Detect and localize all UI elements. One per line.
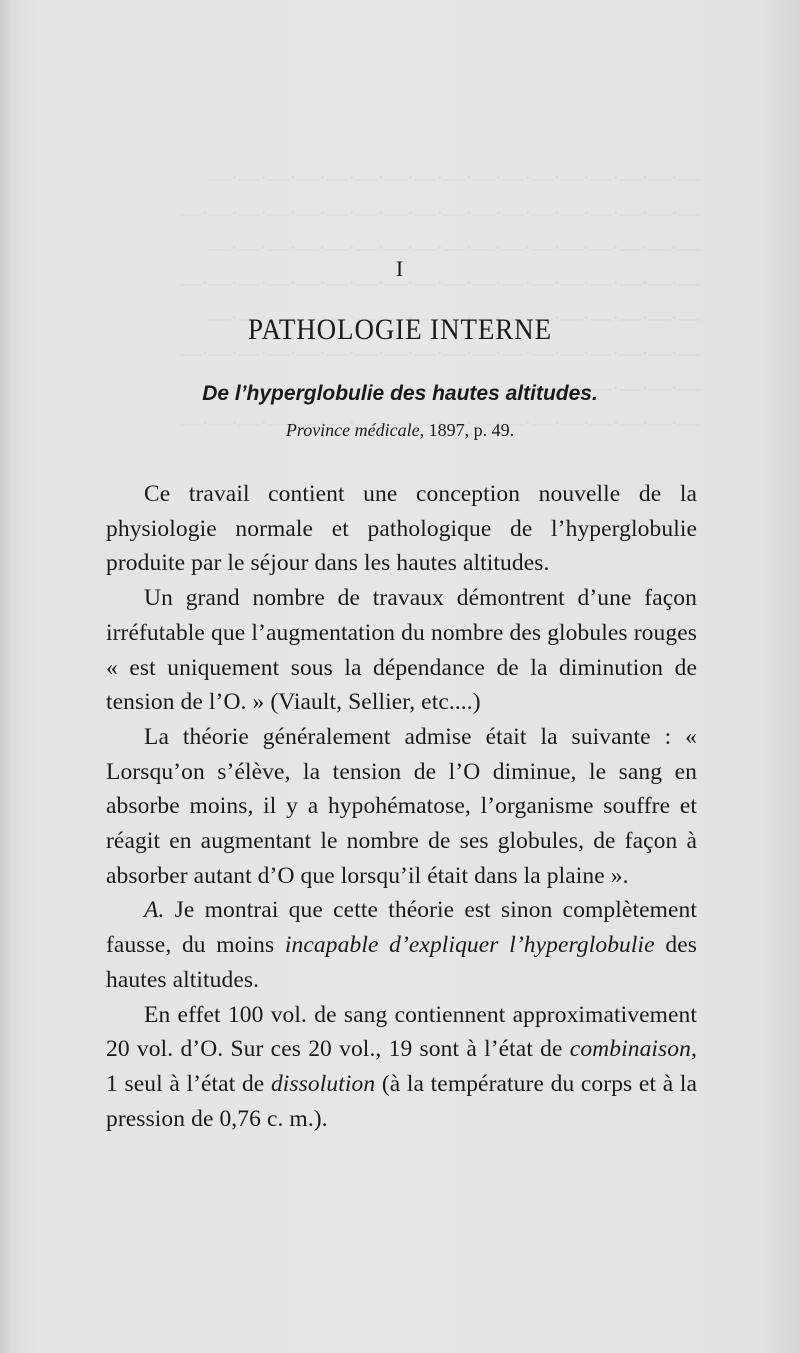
paragraph: Un grand nombre de travaux démontrent d’une façon irréfutable que l’augmentation du nombre des globules rouges « est uniquement sous la dépendance de la diminution de tension de l’O. » (Viault, Sellier, etc....) bbox=[106, 585, 697, 716]
paragraph-text: Je montrai que cette théorie est sinon complètement fausse, du moins bbox=[106, 897, 697, 959]
paragraph: La théorie généralement admise était la suivante : « Lorsqu’on s’élève, la tension de l’O diminue, le sang en absorbe moins, il y a hypohématose, l’organisme souffre et réagit en augmentant le nombre de ses globules, de façon à absorber autant d’O que lorsqu’il était dans la plaine ». bbox=[106, 723, 697, 889]
citation bbox=[0, 420, 800, 441]
paragraph-italic: combinaison bbox=[569, 1036, 692, 1063]
citation-journal: Province médicale, bbox=[285, 420, 425, 440]
paragraph-italic: incapable d’expliquer l’hyperglobulie bbox=[284, 932, 655, 959]
paragraph-text: des hautes altitudes. bbox=[106, 932, 697, 993]
citation-details: 1897, p. 49. bbox=[424, 420, 515, 440]
paragraph-text: , 1 seul à l’état de bbox=[106, 1036, 697, 1097]
paragraph-italic: dissolution bbox=[270, 1070, 376, 1097]
paragraph bbox=[106, 998, 697, 1137]
body-text bbox=[106, 477, 697, 1136]
paragraph bbox=[106, 893, 697, 997]
paragraph-label: A. bbox=[144, 897, 165, 924]
paragraph: Ce travail contient une conception nouvelle de la physiologie normale et pathologique de l’hyperglobulie produite par le séjour dans les hautes altitudes. bbox=[106, 481, 697, 577]
article-title: De l’hyperglobulie des hautes altitudes. bbox=[202, 382, 598, 405]
paragraph-text: (à la température du corps et à la pression de 0,76 c. m.). bbox=[106, 1070, 697, 1132]
section-number: I bbox=[395, 256, 405, 281]
chapter-title: PATHOLOGIE INTERNE bbox=[248, 313, 552, 346]
paragraph-text: En effet 100 vol. de sang contiennent approximativement 20 vol. d’O. Sur ces 20 vol., 19 sont à l’état de bbox=[106, 1001, 697, 1063]
